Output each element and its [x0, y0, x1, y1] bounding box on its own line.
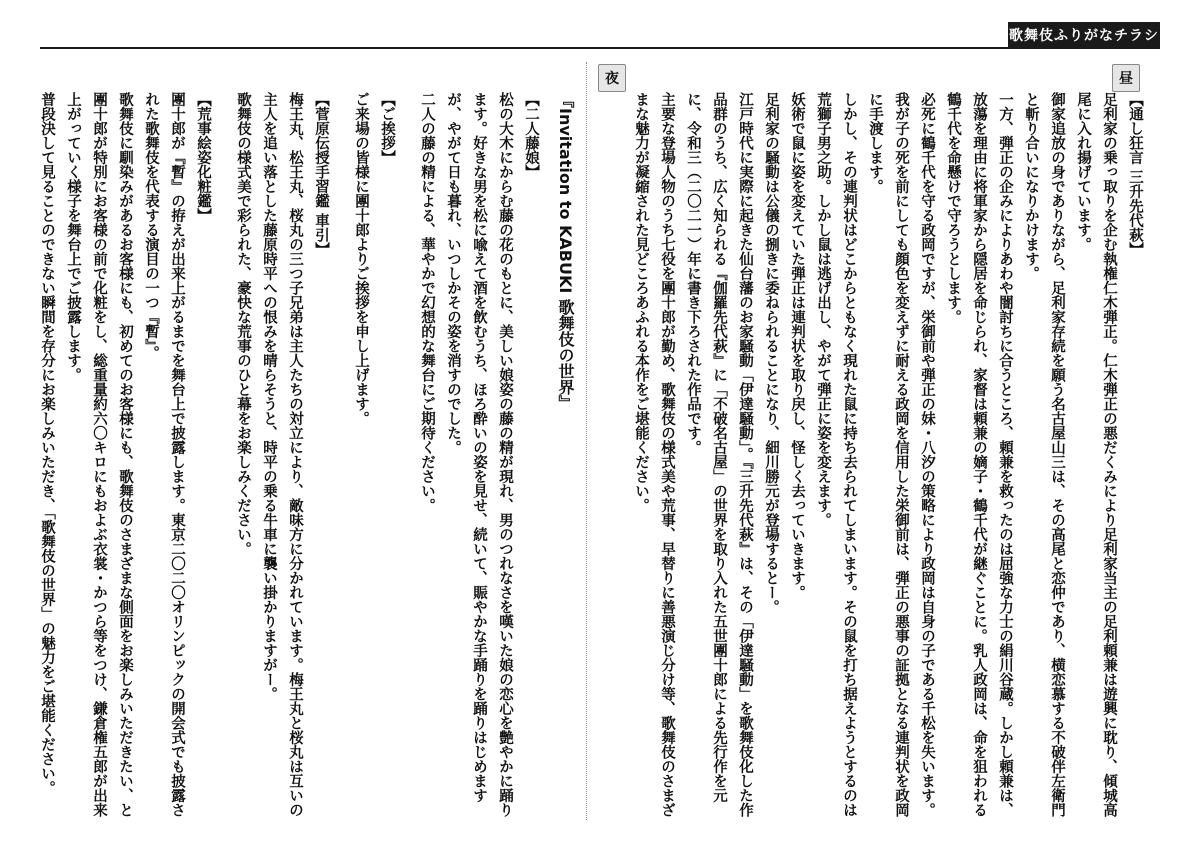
noon-paragraph: 江戸時代に実際に起きた仙台藩のお家騒動「伊達騒動」。『三升先代萩』は、その「伊達騒動」を歌舞伎化した作品群のうち、広く知られる『伽羅先代萩』に「不破名古屋」の世界を取り入れた五世團十郎による先行作を元に、令和三（二〇二一）年に書き下ろされた作品です。 [685, 92, 753, 817]
column-divider [586, 62, 587, 820]
top-rule [40, 47, 1160, 49]
night-paragraph: 二人の藤の精による、華やかで幻想的な舞台にご期待ください。 [419, 92, 435, 513]
noon-paragraph: 主要な登場人物のうち七役を團十郎が勤め、歌舞伎の様式美や荒事、早替りに善悪演じ分け等、歌舞伎のさまざまな魅力が凝縮された見どころあふれる本作をご堪能ください。 [633, 92, 675, 817]
night-paragraph: 歌舞伎の様式美で彩られた、豪快な荒事のひと幕をお楽しみください。 [235, 92, 251, 556]
night-section-heading: 【荒事絵姿化粧鑑】 [195, 92, 211, 223]
night-badge: 夜 [598, 64, 626, 92]
noon-program [600, 92, 1148, 828]
noon-section-heading: 【通し狂言 三升先代萩】 [1127, 92, 1143, 257]
flyer-title-tab: 歌舞伎ふりがなチラシ [1008, 22, 1160, 48]
noon-paragraph: 御家追放の身でありながら、足利家存続を願う名古屋山三は、その高尾と恋仲であり、横恋慕する不破伴左衛門と斬り合いになりかけます。 [1023, 92, 1065, 817]
night-paragraph: ご来場の皆様に團十郎よりご挨拶を申し上げます。 [353, 92, 369, 426]
noon-paragraph: 足利家の騒動は公儀の捌きに委ねられることになり、細川勝元が登場するとー。 [763, 92, 779, 614]
night-paragraph: 普段決して見ることのできない瞬間を存分にお楽しみいただき、「歌舞伎の世界」の魅力をご堪能ください。 [39, 92, 55, 796]
noon-paragraph: しかし、その連判状はどこからともなく現れた鼠に持ち去られてしまいます。その鼠を打ち据えようとするのは荒獅子男之助。しかし鼠は逃げ出し、やがて弾正に姿を変えます。 [815, 92, 857, 817]
noon-paragraph: 必死に鶴千代を守る政岡ですが、栄御前や弾正の妹・八汐の策略により政岡は自身の子である千松を失います。我が子の死を前にしても顔色を変えずに耐える政岡を信用した栄御前は、弾正の悪事の証拠となる連判状を政岡に手渡します。 [867, 92, 935, 817]
night-paragraph: 歌舞伎に馴染みがあるお客様にも、初めてのお客様にも、歌舞伎のさまざまな側面をお楽しみいただきたい、と團十郎が特別にお客様の前で化粧をし、総重量約六〇キロにもおよぶ衣裳・かつら等をつけ、鎌倉権五郎が出来上がっていく様子を舞台上でご披露します。 [65, 92, 133, 817]
night-section-heading: 【菅原伝授手習鑑 車引】 [313, 92, 329, 257]
night-program [39, 92, 580, 828]
night-paragraph: 松の大木にからむ藤の花のもとに、美しい娘姿の藤の精が現れ、男のつれなさを嘆いた娘の恋心を艶やかに踊ります。好きな男を松に喩えて酒を飲むうち、ほろ酔いの姿を見せ、続いて、賑やかな手踊りを踊りはじめますが、やがて日も暮れ、いつしかその姿を消すのでした。 [445, 92, 513, 817]
noon-paragraph: 足利家の乗っ取りを企む執権仁木弾正。仁木弾正の悪だくみにより足利家当主の足利頼兼は遊興に耽り、傾城高尾に入れ揚げています。 [1075, 92, 1117, 817]
night-section-heading: 【二人藤娘】 [523, 92, 539, 179]
night-program-title: 『Invitation to KABUKI 歌舞伎の世界』 [556, 92, 575, 411]
section-gap [400, 92, 414, 828]
section-gap [334, 92, 348, 828]
night-section-heading: 【ご挨拶】 [379, 92, 395, 165]
night-paragraph: 梅王丸、松王丸、桜丸の三つ子兄弟は主人たちの対立により、敵味方に分かれています。梅王丸と桜丸は互いの主人を追い落とした藤原時平への恨みを晴らそうと、時平の乗る牛車に襲い掛かりますがー。 [261, 92, 303, 817]
noon-badge: 昼 [1112, 64, 1140, 92]
night-paragraph: 團十郎が『暫』の拵えが出来上がるまでを舞台上で披露します。東京二〇二〇オリンピックの開会式でも披露された歌舞伎を代表する演目の一つ『暫』。 [143, 92, 185, 817]
section-gap [216, 92, 230, 828]
noon-paragraph: 妖術で鼠に姿を変えていた弾正は連判状を取り戻し、怪しく去っていきます。 [789, 92, 805, 600]
noon-paragraph: 一方、弾正の企みによりあわや闇討ちに合うところ、頼兼を救ったのは屈強な力士の絹川谷蔵。しかし頼兼は、放蕩を理由に将軍家から隠居を命じられ、家督は頼兼の嫡子・鶴千代が継ぐことに。乳人政岡は、命を狙われる鶴千代を命懸けで守ろうとします。 [945, 92, 1013, 817]
